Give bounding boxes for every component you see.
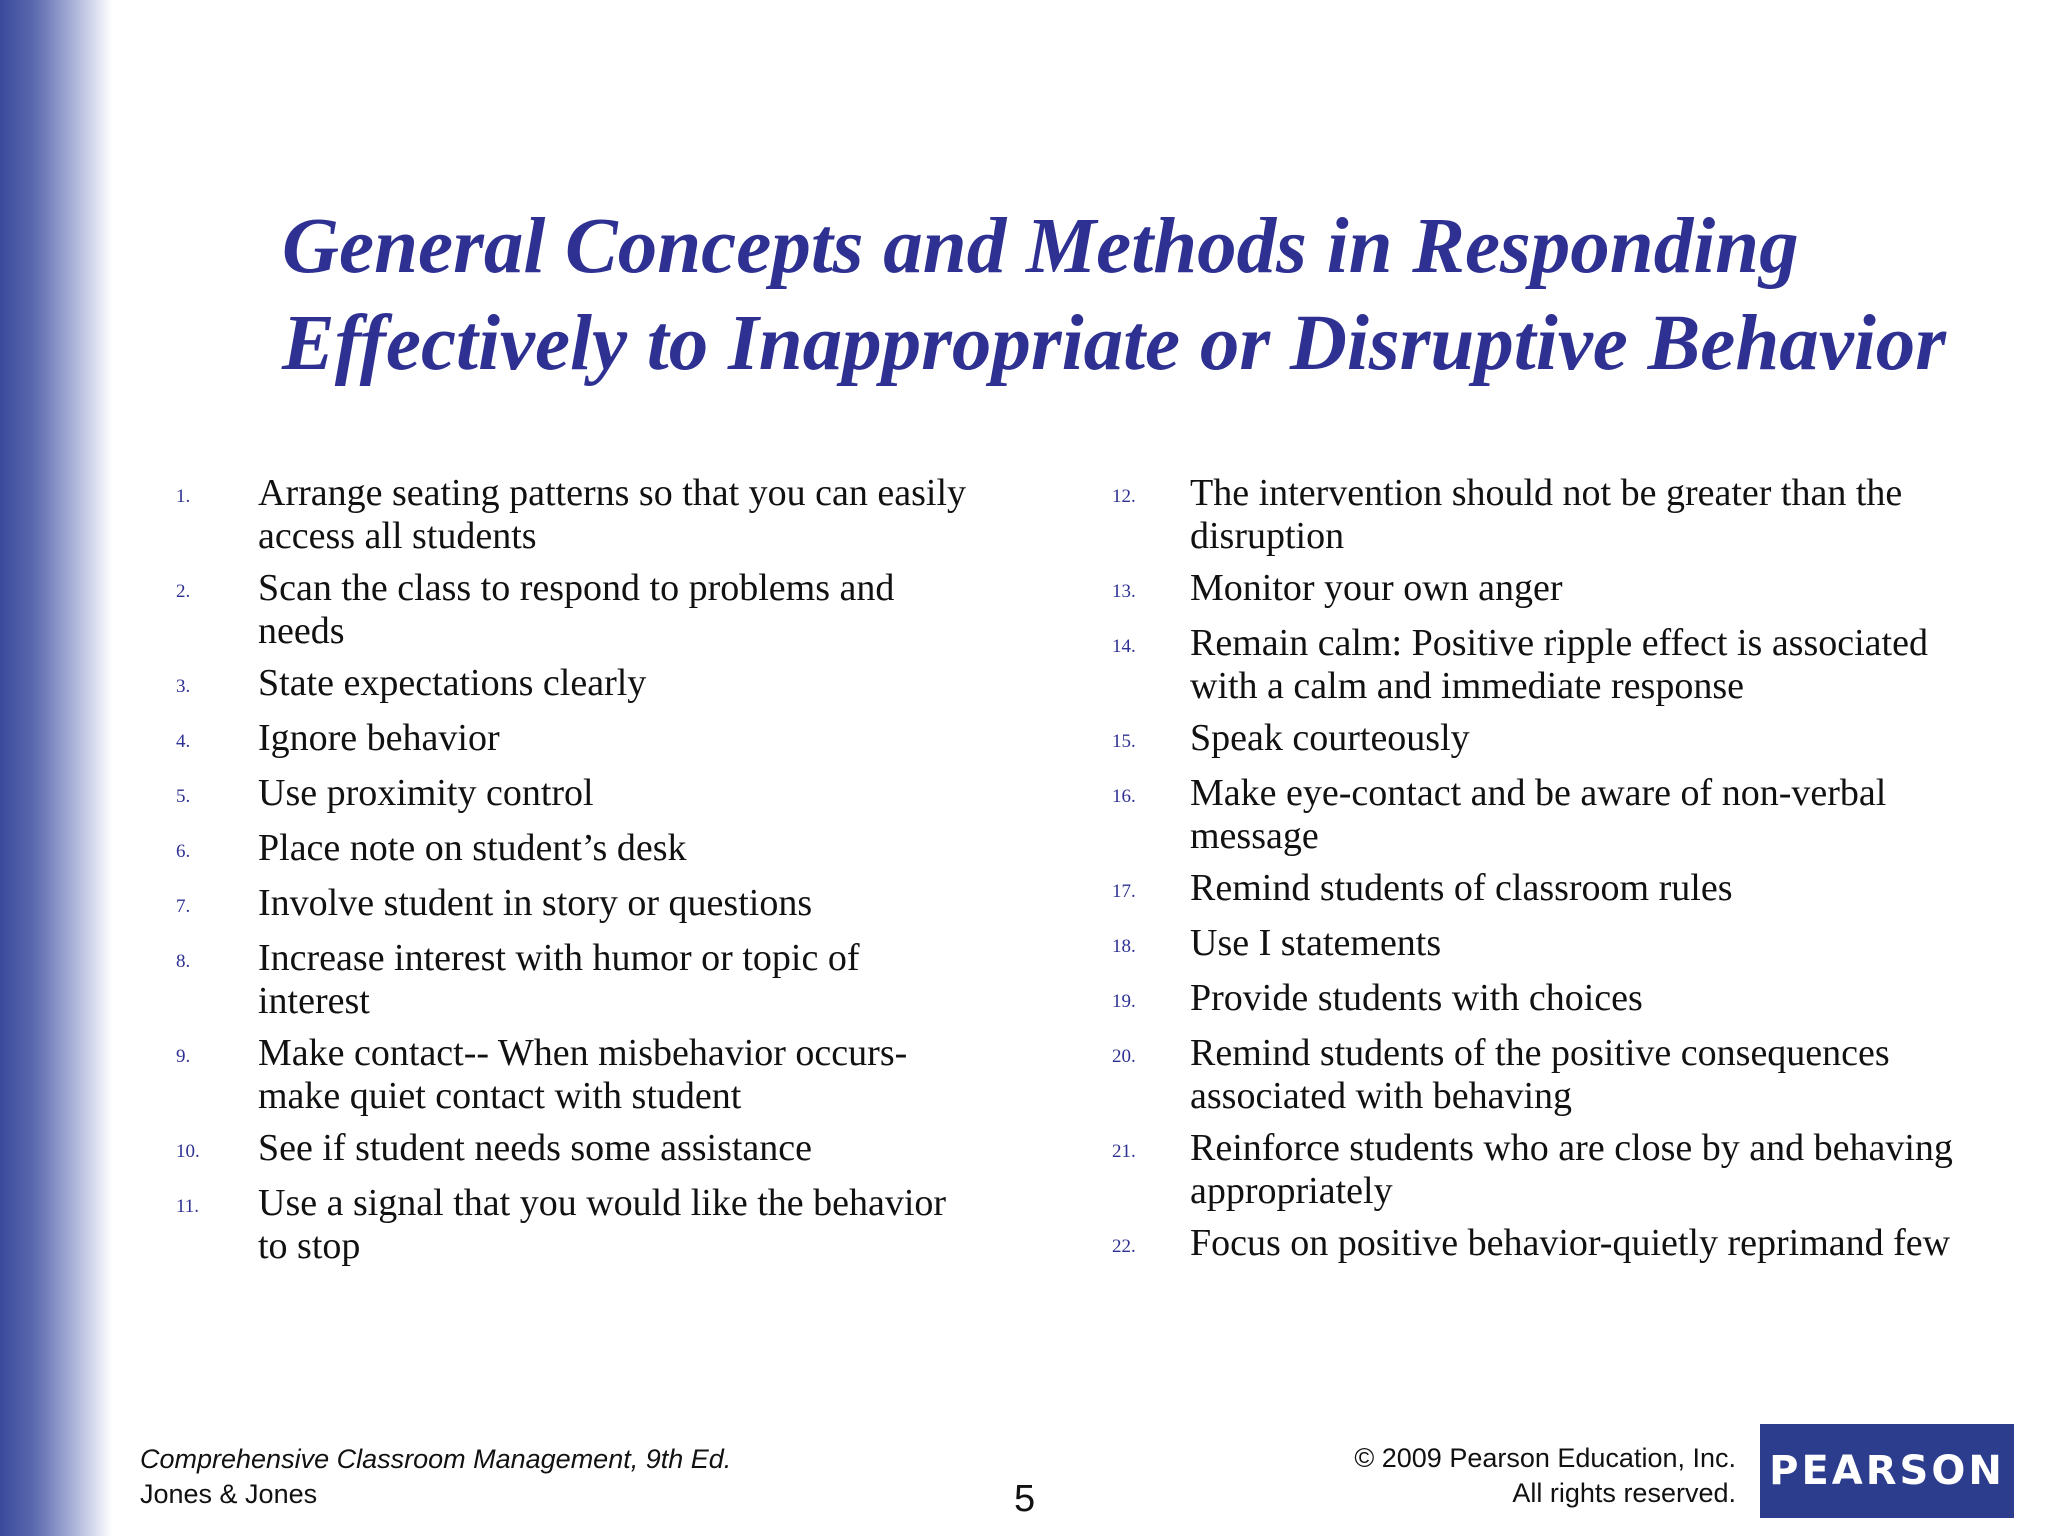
item-number: 17. xyxy=(1112,881,1136,902)
list-item xyxy=(176,717,976,763)
item-text: Focus on positive behavior-quietly reprimand few xyxy=(1190,1222,1951,1264)
slide-title-line-1: General Concepts and Methods in Responding xyxy=(282,203,1799,290)
list-item xyxy=(176,567,976,653)
item-number: 5. xyxy=(176,786,191,807)
item-text: Reinforce students who are close by and behaving appropriately xyxy=(1190,1127,1953,1212)
item-text: Provide students with choices xyxy=(1190,977,1643,1019)
list-item xyxy=(176,1182,976,1268)
item-number: 18. xyxy=(1112,936,1136,957)
item-text: Make contact-- When misbehavior occurs-make quiet contact with student xyxy=(258,1032,908,1117)
copyright-notice xyxy=(1354,1441,1736,1511)
list-item xyxy=(176,1127,976,1173)
pearson-logo-text: PEARSON xyxy=(1769,1448,2005,1494)
list-item xyxy=(176,472,976,558)
item-number: 4. xyxy=(176,731,191,752)
item-text: Monitor your own anger xyxy=(1190,567,1563,609)
item-number: 11. xyxy=(176,1196,200,1217)
item-number: 10. xyxy=(176,1141,200,1162)
page-number: 5 xyxy=(1014,1478,1036,1520)
item-number: 19. xyxy=(1112,991,1136,1012)
item-number: 15. xyxy=(1112,731,1136,752)
item-number: 8. xyxy=(176,951,191,972)
list-item xyxy=(1112,772,1992,858)
item-text: Use I statements xyxy=(1190,922,1442,964)
right-list xyxy=(1112,472,1992,1277)
list-item xyxy=(176,827,976,873)
item-number: 21. xyxy=(1112,1141,1136,1162)
item-text: Use a signal that you would like the behavior to stop xyxy=(258,1182,947,1267)
item-number: 9. xyxy=(176,1046,191,1067)
item-number: 14. xyxy=(1112,636,1136,657)
item-text: Make eye-contact and be aware of non-verbal message xyxy=(1190,772,1887,857)
item-text: Use proximity control xyxy=(258,772,594,814)
item-text: Speak courteously xyxy=(1190,717,1470,759)
item-number: 12. xyxy=(1112,486,1136,507)
item-number: 6. xyxy=(176,841,191,862)
item-text: Scan the class to respond to problems and needs xyxy=(258,567,895,652)
copyright-line-1: © 2009 Pearson Education, Inc. xyxy=(1354,1443,1736,1473)
list-item xyxy=(1112,867,1992,913)
item-text: Arrange seating patterns so that you can easily access all students xyxy=(258,472,967,557)
list-item xyxy=(1112,1127,1992,1213)
footer-authors: Jones & Jones xyxy=(140,1479,318,1509)
item-text: Involve student in story or questions xyxy=(258,882,813,924)
item-number: 3. xyxy=(176,676,191,697)
list-item xyxy=(1112,977,1992,1023)
item-number: 7. xyxy=(176,896,191,917)
list-item xyxy=(176,772,976,818)
slide-title-line-2: Effectively to Inappropriate or Disruptive Behavior xyxy=(282,300,1947,387)
item-number: 16. xyxy=(1112,786,1136,807)
list-item xyxy=(176,882,976,928)
item-text: Remain calm: Positive ripple effect is associated with a calm and immediate response xyxy=(1190,622,1928,707)
item-number: 2. xyxy=(176,581,191,602)
item-number: 20. xyxy=(1112,1046,1136,1067)
list-item xyxy=(1112,622,1992,708)
item-text: Remind students of classroom rules xyxy=(1190,867,1733,909)
footer-book-info xyxy=(140,1442,731,1512)
item-number: 1. xyxy=(176,486,191,507)
list-item xyxy=(176,662,976,708)
footer-book-title: Comprehensive Classroom Management, 9th Ed. xyxy=(140,1444,732,1474)
list-item xyxy=(1112,1032,1992,1118)
item-text: The intervention should not be greater than the disruption xyxy=(1190,472,1903,557)
pearson-logo xyxy=(1760,1424,2014,1518)
slide-title xyxy=(282,198,2022,392)
list-item xyxy=(176,1032,976,1118)
item-text: Ignore behavior xyxy=(258,717,500,759)
list-item xyxy=(1112,472,1992,558)
item-text: See if student needs some assistance xyxy=(258,1127,813,1169)
item-number: 22. xyxy=(1112,1236,1136,1257)
list-item xyxy=(176,937,976,1023)
item-text: State expectations clearly xyxy=(258,662,647,704)
item-number: 13. xyxy=(1112,581,1136,602)
left-gradient-band xyxy=(0,0,112,1536)
item-text: Increase interest with humor or topic of interest xyxy=(258,937,860,1022)
list-item xyxy=(1112,567,1992,613)
list-item xyxy=(1112,717,1992,763)
list-item xyxy=(1112,922,1992,968)
left-list xyxy=(176,472,976,1277)
item-text: Remind students of the positive consequences associated with behaving xyxy=(1190,1032,1890,1117)
item-text: Place note on student’s desk xyxy=(258,827,687,869)
copyright-line-2: All rights reserved. xyxy=(1512,1478,1736,1508)
list-item xyxy=(1112,1222,1992,1268)
